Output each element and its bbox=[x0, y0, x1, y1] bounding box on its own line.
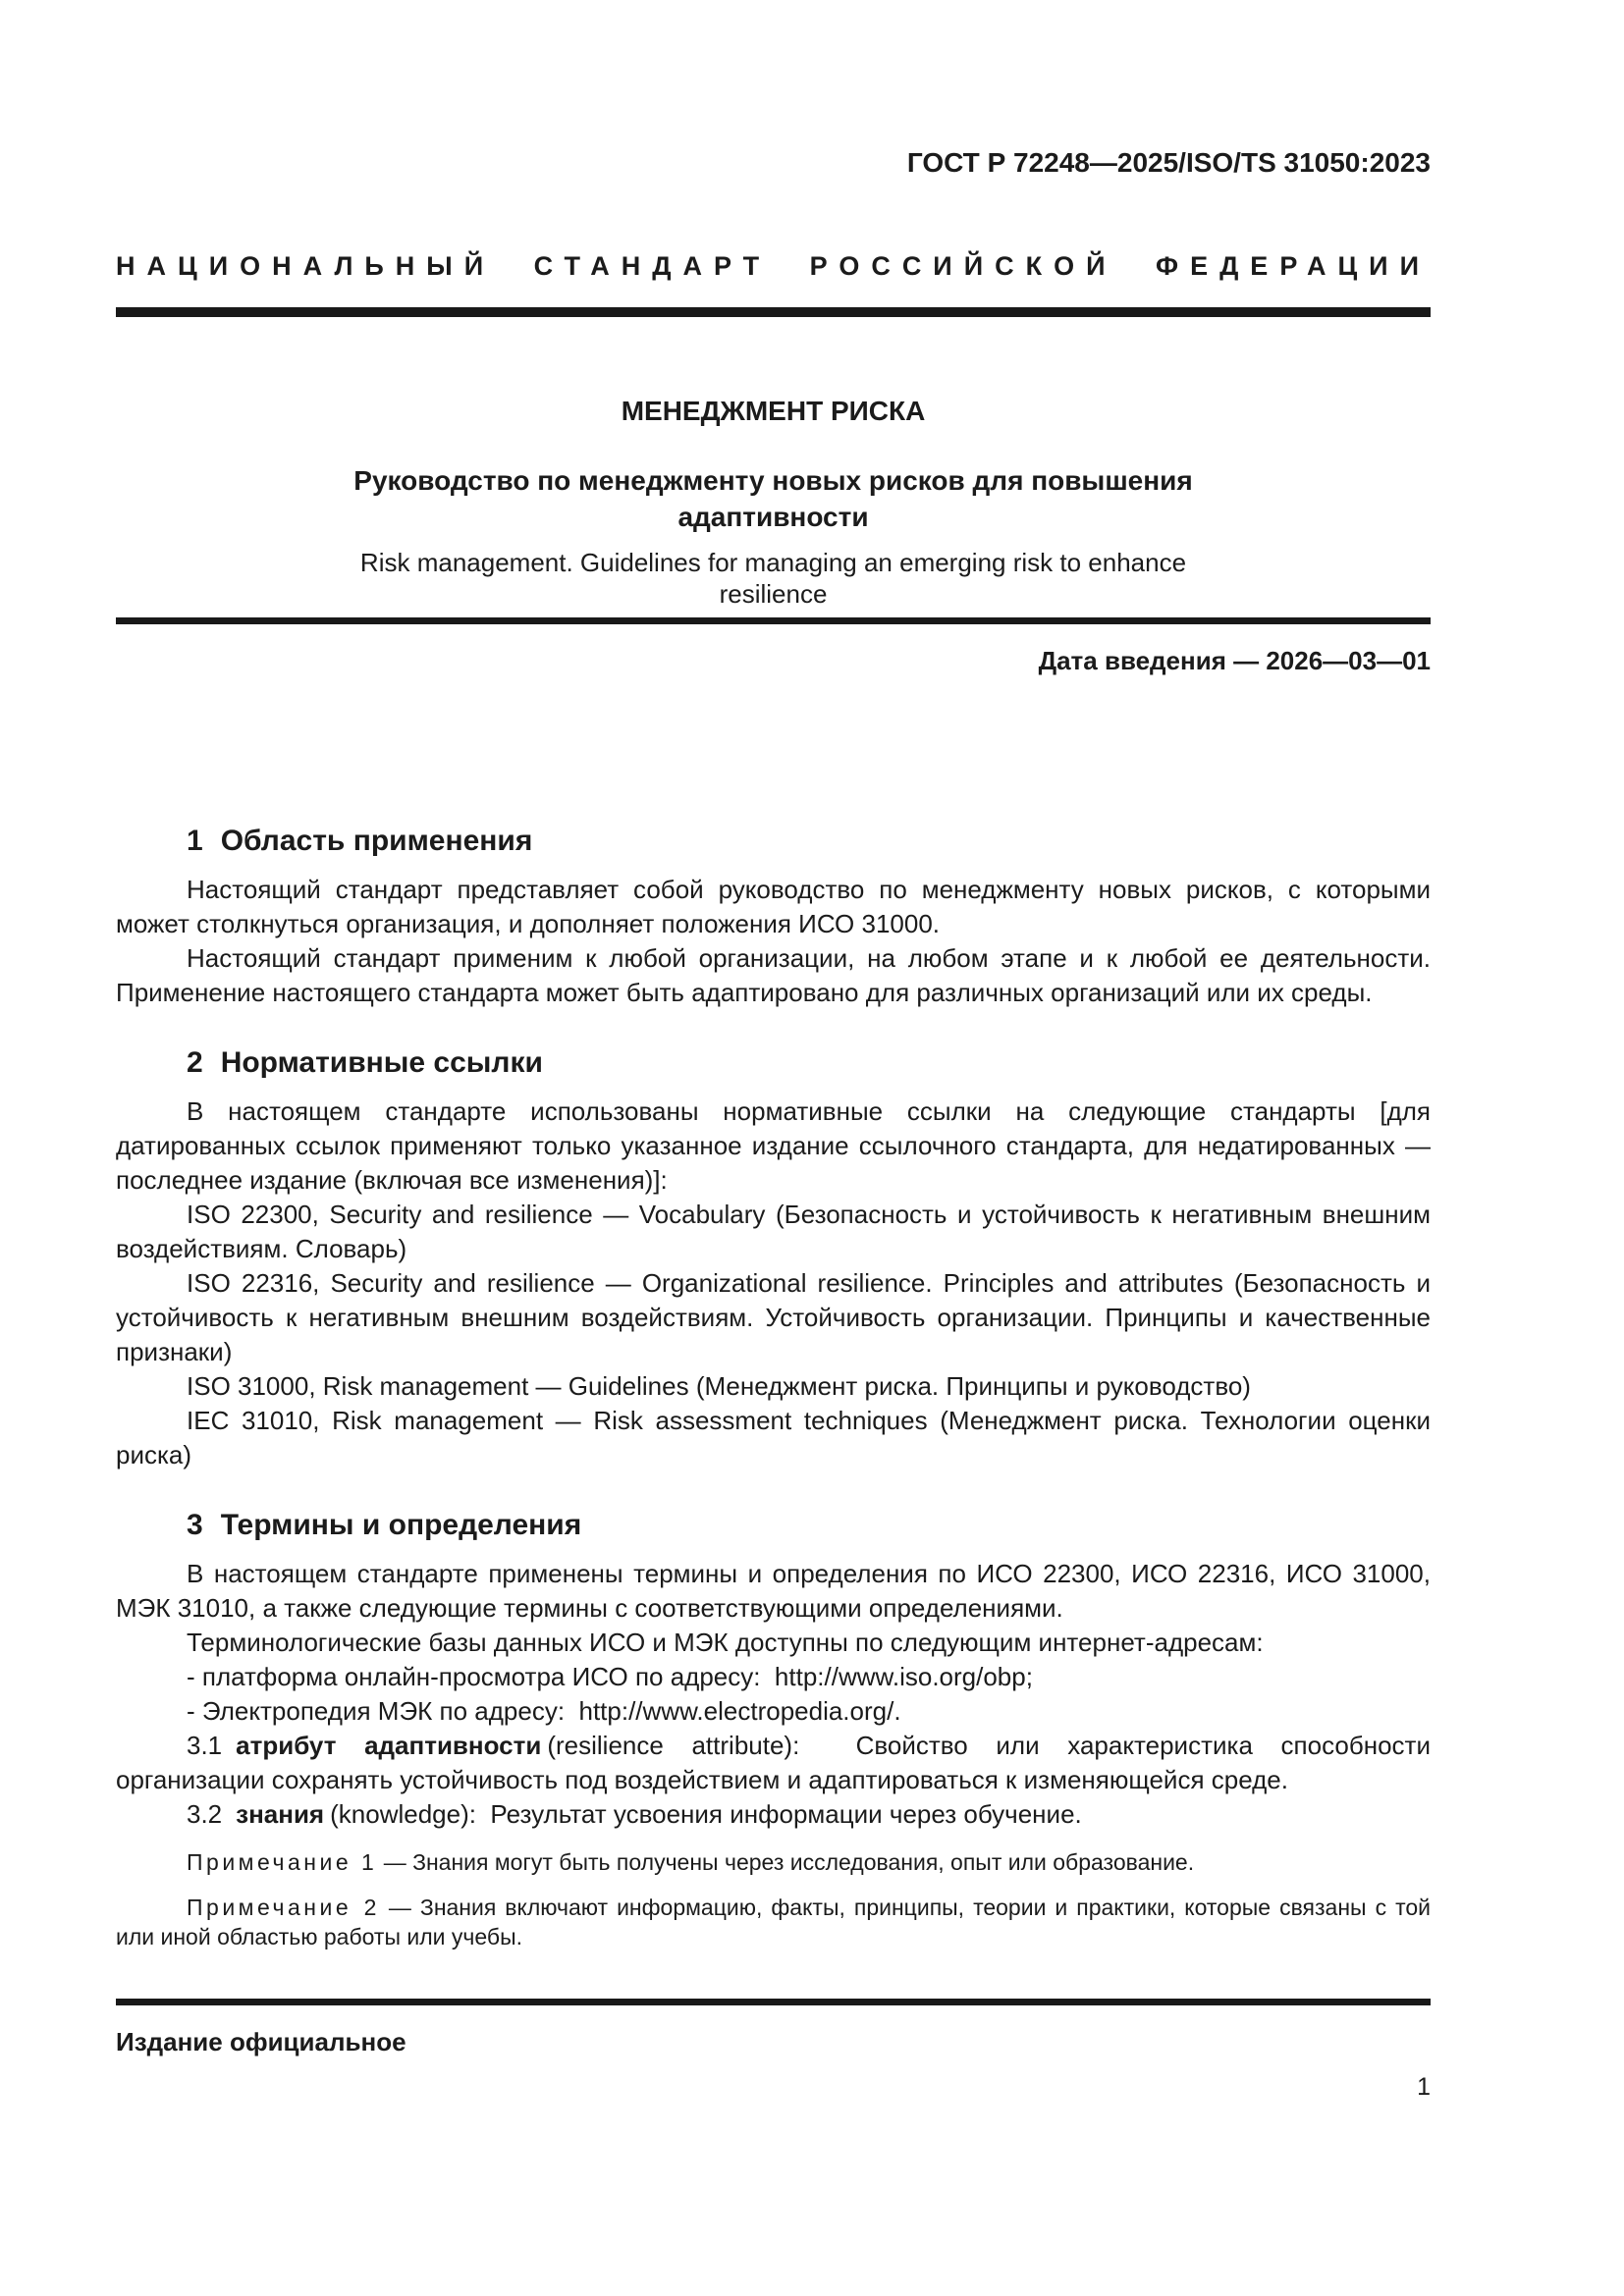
note-text: — Знания включают информацию, факты, принципы, теории и практики, которые связаны с той или иной областью работы или учебы. bbox=[116, 1895, 1431, 1949]
doc-subject: МЕНЕДЖМЕНТ РИСКА bbox=[621, 396, 926, 426]
scope-paragraph: Настоящий стандарт применим к любой организации, на любом этапе и к любой ее деятельности. Применение настоящего стандарта может быть адаптировано для различных организаций или их среды. bbox=[116, 943, 1431, 1007]
heading-title: Область применения bbox=[220, 825, 533, 857]
term-entry-3-2 bbox=[116, 1797, 1431, 1832]
term-definition: (knowledge): Результат усвоения информации через обучение. bbox=[330, 1799, 1082, 1829]
page-footer bbox=[116, 1999, 1431, 2102]
doc-title-ru: Руководство по менеджменту новых рисков для повышения адаптивности bbox=[353, 465, 1193, 532]
note-1 bbox=[116, 1847, 1431, 1877]
effective-date: Дата введения — 2026—03—01 bbox=[1038, 646, 1431, 675]
section-terms-heading bbox=[187, 1508, 1431, 1543]
term-name: атрибут адаптивности bbox=[236, 1731, 542, 1760]
heading-number: 3 bbox=[187, 1509, 203, 1541]
page-number: 1 bbox=[1417, 2073, 1431, 2101]
term-name: знания bbox=[236, 1799, 325, 1829]
doc-title-en: Risk management. Guidelines for managing an emerging risk to enhance resilience bbox=[359, 548, 1187, 609]
reference-item: IEC 31010, Risk management — Risk assessment techniques (Менеджмент риска. Технологии оценки риска) bbox=[116, 1406, 1431, 1469]
footer-divider-bar bbox=[116, 1999, 1431, 2005]
references-intro: В настоящем стандарте использованы нормативные ссылки на следующие стандарты [для датированных ссылок применяют только указанное издание ссылочного стандарта, для недатированных — последнее издание (включая все изменения)]: bbox=[116, 1096, 1431, 1195]
page-content bbox=[116, 0, 1431, 1951]
note-label: Примечание 1 bbox=[187, 1849, 378, 1875]
term-entry-3-1 bbox=[116, 1729, 1431, 1797]
section-scope-heading bbox=[187, 824, 1431, 859]
terms-paragraph: Терминологические базы данных ИСО и МЭК доступны по следующим интернет-адресам: bbox=[187, 1628, 1264, 1657]
reference-item: ISO 22300, Security and resilience — Vocabulary (Безопасность и устойчивость к негативным внешним воздействиям. Словарь) bbox=[116, 1200, 1431, 1263]
scope-paragraph: Настоящий стандарт представляет собой руководство по менеджменту новых рисков, с которыми может столкнуться организация, и дополняет положения ИСО 31000. bbox=[116, 875, 1431, 938]
heading-title: Термины и определения bbox=[220, 1509, 582, 1541]
terms-link-iso: - платформа онлайн-просмотра ИСО по адресу: http://www.iso.org/obp; bbox=[187, 1662, 1033, 1691]
term-number: 3.1 bbox=[187, 1731, 223, 1760]
reference-item: ISO 22316, Security and resilience — Organizational resilience. Principles and attributes (Безопасность и устойчивость к негативным внешним воздействиям. Устойчивость организации. Принципы и качественные признаки) bbox=[116, 1268, 1431, 1366]
national-standard-banner: НАЦИОНАЛЬНЫЙ СТАНДАРТ РОССИЙСКОЙ ФЕДЕРАЦИИ bbox=[116, 251, 1431, 281]
doc-code: ГОСТ Р 72248—2025/ISO/TS 31050:2023 bbox=[906, 147, 1431, 178]
heading-number: 2 bbox=[187, 1046, 203, 1079]
terms-link-iec: - Электропедия МЭК по адресу: http://www.electropedia.org/. bbox=[187, 1696, 901, 1726]
section-references-heading bbox=[187, 1045, 1431, 1081]
heading-number: 1 bbox=[187, 825, 203, 857]
banner-divider-bar bbox=[116, 307, 1431, 317]
note-text: — Знания могут быть получены через исследования, опыт или образование. bbox=[383, 1849, 1195, 1875]
terms-paragraph: В настоящем стандарте применены термины и определения по ИСО 22300, ИСО 22316, ИСО 31000, МЭК 31010, а также следующие термины с соответствующими определениями. bbox=[116, 1559, 1431, 1623]
note-label: Примечание 2 bbox=[187, 1895, 380, 1920]
note-2 bbox=[116, 1893, 1431, 1951]
edition-label: Издание официальное bbox=[116, 2027, 406, 2056]
title-divider-bar bbox=[116, 617, 1431, 624]
term-number: 3.2 bbox=[187, 1799, 223, 1829]
reference-item: ISO 31000, Risk management — Guidelines (Менеджмент риска. Принципы и руководство) bbox=[187, 1371, 1251, 1401]
term-definition: (resilience attribute): Свойство или характеристика способности организации сохранять устойчивость под воздействием и адаптироваться к изменяющейся среде. bbox=[116, 1731, 1431, 1794]
heading-title: Нормативные ссылки bbox=[220, 1046, 543, 1079]
